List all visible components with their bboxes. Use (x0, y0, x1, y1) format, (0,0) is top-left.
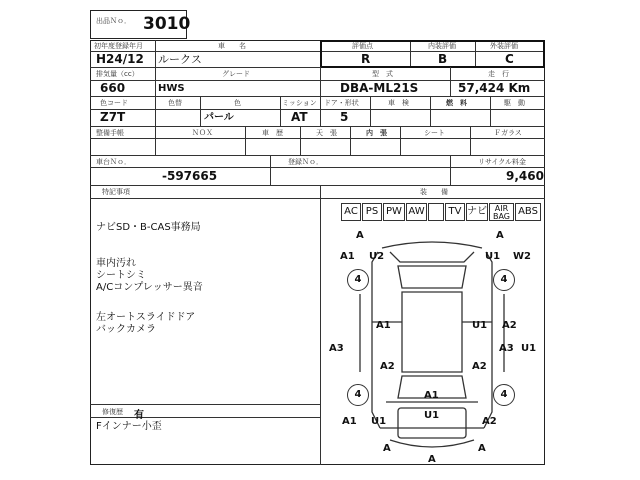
header-exterior: 外装評価 (490, 42, 518, 50)
listing-label: 出品Ｎｏ． (96, 17, 131, 25)
note-slide-door: 左オートスライドドア (96, 312, 196, 323)
dmg-a1-left: A1 (340, 251, 355, 262)
dmg-a3-right: A3 (499, 343, 514, 354)
listing-number: 3010 (143, 14, 191, 34)
grade-value: HWS (158, 83, 185, 94)
header-roof: 天 張 (316, 129, 337, 137)
repair-value: 有 (134, 410, 144, 421)
color-code-value: Z7T (100, 110, 126, 124)
note-ac-noise: A/Cコンプレッサー異音 (96, 282, 203, 293)
header-notes: 特記事項 (102, 188, 130, 196)
note-seat-stain: シートシミ (96, 270, 146, 281)
dmg-u1-right-side: U1 (521, 343, 537, 354)
dmg-u2-left: U2 (369, 251, 385, 262)
header-grade: グレード (222, 70, 250, 78)
repair-label: 修復歴 (102, 408, 123, 416)
header-first-reg: 初年度登録年月 (94, 42, 143, 50)
dmg-u1-right: U1 (485, 251, 501, 262)
header-car-name: 車 名 (218, 42, 246, 50)
header-inspection: 車 検 (388, 99, 409, 107)
dmg-a-bottom-right: A (478, 443, 486, 454)
header-color: 色 (234, 99, 241, 107)
dmg-w2-right: W2 (513, 251, 531, 262)
tire-front-left: 4 (347, 269, 369, 291)
model-value: DBA-ML21S (340, 81, 419, 95)
header-history: 車 歴 (262, 129, 283, 137)
equip-pw: PW (383, 203, 405, 221)
header-drive: 駆 動 (504, 99, 525, 107)
tire-front-right: 4 (493, 269, 515, 291)
recycle-value: 9,460 (506, 169, 544, 183)
tire-rear-right: 4 (493, 384, 515, 406)
car-name-value: ルークス (158, 53, 202, 66)
dmg-a-front-left: A (356, 230, 364, 241)
interior-value: B (438, 52, 448, 66)
dmg-a-bottom: A (428, 454, 436, 465)
dmg-a-bottom-left: A (383, 443, 391, 454)
dmg-a2-mid-right: A2 (502, 320, 517, 331)
header-front-glass: Ｆガラス (494, 129, 522, 137)
dmg-u1-bottom-left: U1 (371, 416, 387, 427)
note-back-camera: バックカメラ (96, 324, 156, 335)
note-dirty: 車内汚れ (96, 258, 136, 269)
dmg-a2-center-right: A2 (472, 361, 487, 372)
header-interior: 内装評価 (428, 42, 456, 50)
header-seat: シート (424, 129, 445, 137)
dmg-a1-bottom-left: A1 (342, 416, 357, 427)
dmg-a-front-right: A (496, 230, 504, 241)
dmg-a1-center: A1 (424, 390, 439, 401)
header-mileage: 走 行 (488, 70, 509, 78)
header-registration: 登録Ｎｏ． (288, 158, 323, 166)
header-displacement: 排気量（cc） (96, 70, 139, 78)
equip-empty (428, 203, 444, 221)
color-value: パール (204, 112, 234, 123)
dmg-a3-left: A3 (329, 343, 344, 354)
equip-tv: TV (445, 203, 465, 221)
equip-ac: AC (341, 203, 361, 221)
header-manual: 整備手帳 (96, 129, 124, 137)
exterior-value: C (505, 52, 514, 66)
dmg-a1-mid-left: A1 (376, 320, 391, 331)
dmg-u1-mid-right: U1 (472, 320, 488, 331)
equip-aw: AW (406, 203, 427, 221)
dmg-u1-center: U1 (424, 410, 440, 421)
header-model: 型 式 (372, 70, 393, 78)
header-chassis: 車台Ｎｏ． (96, 158, 131, 166)
header-nox: ＮＯＸ (192, 129, 213, 137)
mission-value: AT (291, 110, 308, 124)
header-doors: ドア・形状 (324, 99, 359, 107)
repair-detail: Fインナー小歪 (96, 421, 162, 432)
header-equipment: 装 備 (420, 188, 448, 196)
equip-airbag: AIR BAG (489, 203, 514, 221)
dmg-a2-center-left: A2 (380, 361, 395, 372)
dmg-a2-bottom-right: A2 (482, 416, 497, 427)
mileage-value: 57,424 Km (458, 81, 531, 95)
equip-abs: ABS (515, 203, 541, 221)
chassis-value: -597665 (162, 169, 218, 183)
tire-rear-left: 4 (347, 384, 369, 406)
score-value: R (361, 52, 371, 66)
equip-ps: PS (362, 203, 382, 221)
header-interior-lining: 内 張 (366, 129, 387, 137)
doors-value: 5 (340, 110, 349, 124)
header-color-change: 色替 (168, 99, 182, 107)
header-color-code: 色コード (100, 99, 128, 107)
note-navi: ナビSD・B-CAS事務局 (96, 222, 201, 233)
header-mission: ミッション (282, 99, 317, 107)
header-recycle: リサイクル料金 (478, 158, 527, 166)
equip-navi: ナビ (466, 203, 488, 221)
header-score: 評価点 (352, 42, 373, 50)
first-reg-value: H24/12 (96, 52, 144, 66)
header-fuel: 燃 料 (446, 99, 467, 107)
displacement-value: 660 (100, 81, 126, 95)
